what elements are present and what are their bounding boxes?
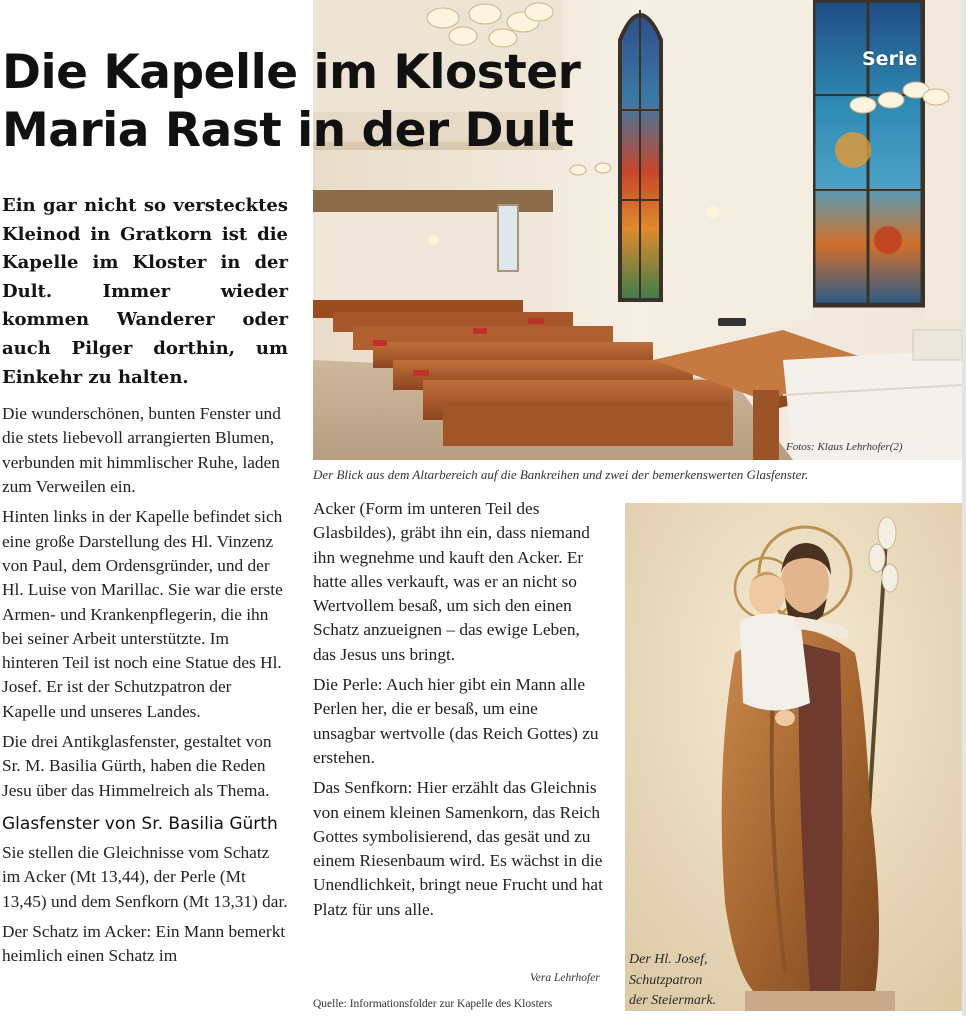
left-column [2,192,288,968]
photo-caption: Der Blick aus dem Altarbereich auf die Bankreihen und zwei der bemerkenswerten Glasfenster. [313,467,809,482]
page-title-line-1: Die Kapelle im Kloster [2,45,581,100]
body-paragraph: Die wunderschönen, bunten Fenster und die stets liebevoll arrangierten Blumen, verbunden mit himmlischer Ruhe, laden zum Verweilen ein. [2,404,281,497]
middle-column [313,497,603,922]
saint-joseph-statue-photo [625,503,962,1011]
section-subheading: Glasfenster von Sr. Basilia Gürth [2,813,278,834]
photo-credit: Fotos: Klaus Lehrhofer(2) [786,441,903,453]
statue-caption-line: der Steiermark. [629,993,717,1008]
lead-paragraph: Ein gar nicht so verstecktes Kleinod in Gratkorn ist die Kapelle im Kloster in der Dult. Immer wieder kommen Wanderer oder auch Pilger dorthin, um Einkehr zu halten. [2,195,288,388]
page-edge [962,0,966,1016]
body-paragraph: Das Senfkorn: Hier erzählt das Gleichnis von einem kleinen Samenkorn, das Reich Gottes symbolisierend, das gesät und zu einem Riesenbaum wird. Es wächst in die Unendlichkeit, bringt neue Frucht und hat Platz für uns alle. [313,778,603,919]
body-paragraph: Die drei Antikglasfenster, gestaltet von Sr. M. Basilia Gürth, haben die Reden Jesu über das Himmelreich als Thema. [2,732,272,800]
page-title [2,44,602,160]
statue-caption [629,950,739,1012]
author-byline: Vera Lehrhofer [530,972,600,984]
page-title-line-2: Maria Rast in der Dult [2,103,574,158]
body-paragraph: Der Schatz im Acker: Ein Mann bemerkt heimlich einen Schatz im [2,921,286,966]
body-paragraph: Sie stellen die Gleichnisse vom Schatz im Acker (Mt 13,44), der Perle (Mt 13,45) und dem Senfkorn (Mt 13,31) dar. [2,842,288,911]
body-paragraph: Hinten links in der Kapelle befindet sich eine große Darstellung des Hl. Vinzenz von Paul, dem Ordensgründer, und der Hl. Luise von Marillac. Sie war die erste Armen- und Krankenpflegerin, die ihn bei seiner Arbeit unterstützte. Im hinteren Teil ist noch eine Statue des Hl. Josef. Er ist der Schutzpatron der Kapelle und unseres Landes. [2,507,283,721]
source-note: Quelle: Informationsfolder zur Kapelle des Klosters [313,998,553,1010]
statue-caption-line: Der Hl. Josef, [629,952,708,967]
body-paragraph: Acker (Form im unteren Teil des Glasbildes), gräbt ihn ein, dass niemand ihn wegnehme und kauft den Acker. Er hatte alles verkauft, was er an nicht so Wertvollem besaß, um sich den einen Schatz anzueignen – das ewige Leben, das Jesus uns bringt. [313,499,590,664]
body-paragraph: Die Perle: Auch hier gibt ein Mann alle Perlen her, die er besaß, um eine unsagbar wertvolle (das Reich Gottes) zu erstehen. [313,675,599,767]
series-badge: Serie [862,48,918,70]
statue-caption-line: Schutzpatron [629,972,703,988]
